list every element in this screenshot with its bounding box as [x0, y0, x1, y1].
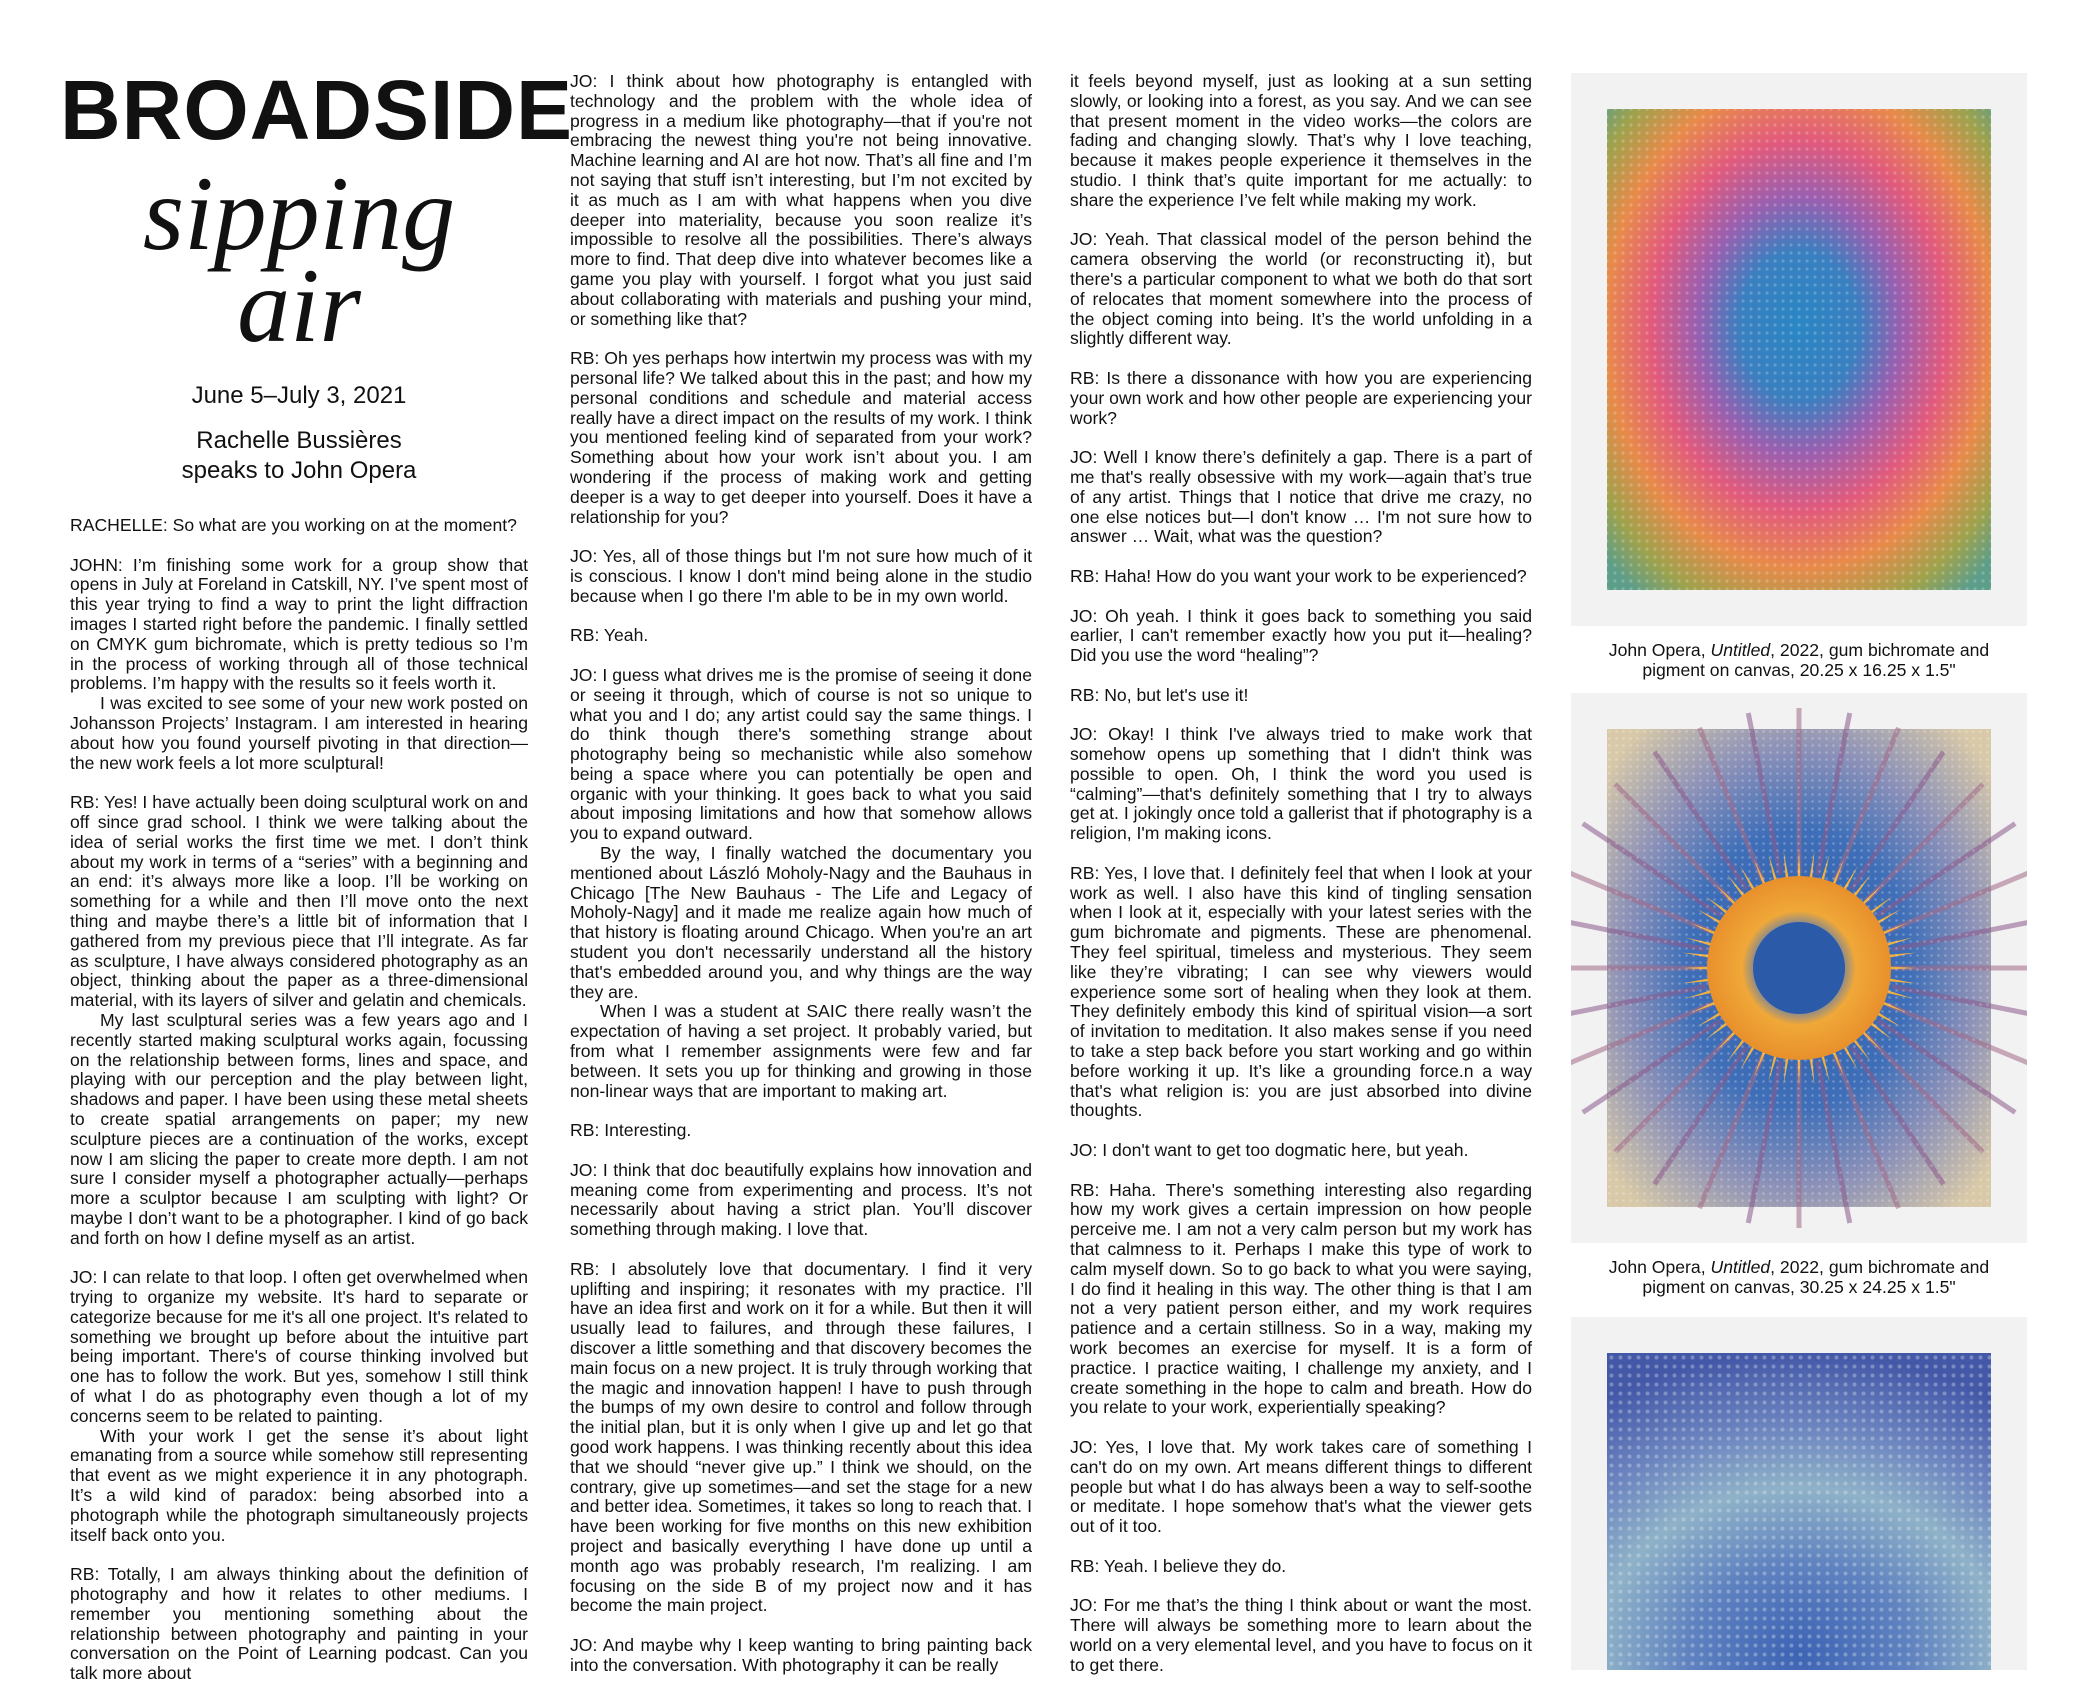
paragraph: JO: Okay! I think I've always tried to make work that somehow opens up something that I didn't think was possible to open. Oh, I think the word you used is “calming”—that's definitely something that I try to always get at. I jokingly once told a gallerist that if photography is a religion, I'm making icons. — [1070, 724, 1532, 844]
byline-line-2: speaks to John Opera — [181, 457, 417, 484]
title-line-1: sipping — [142, 155, 456, 272]
paragraph: RB: I absolutely love that documentary. I find it very uplifting and inspiring; it resonates with my practice. I’ll have an idea first and work on it for a while. But then it will usually lead to failures, and through these failures, I discover a little something and that discovery becomes the main focus on a new project. It is truly through working that the magic and innovation happen! I have to push through the bumps of my own desire to control and follow through the initial plan, but it is only when I give up and let go that good work happens. I was thinking recently about this idea that we should “never give up.” I think we should, on the contrary, give up sometimes—and set the stage for a new and better idea. Sometimes, it takes so long to reach that. I have been working for five months on this new exhibition project and basically everything I have done up until a month ago was probably research, I'm realizing. I am focusing on the side B of my project now and it has become the main project. — [570, 1258, 1032, 1616]
exhibition-dates: June 5–July 3, 2021 — [191, 382, 407, 409]
caption-details: pigment on canvas, 30.25 x 24.25 x 1.5" — [1642, 1277, 1956, 1297]
paragraph: JO: For me that’s the thing I think about or want the most. There will always be something more to learn about the world on a very elemental level, and you have to focus on it to get there. — [1070, 1595, 1532, 1675]
paragraph: JO: Oh yeah. I think it goes back to something you said earlier, I can't remember exactly how you put it—healing? Did you use the word “healing”? — [1070, 605, 1532, 666]
caption-details: pigment on canvas, 20.25 x 16.25 x 1.5" — [1642, 660, 1956, 680]
paragraph: RB: Haha. There's something interesting also regarding how my work gives a certain impression on how people perceive me. I am not a very calm person but my work has that calmness to it. Perhaps I make this type of work to calm myself down. So to go back to what you were saying, I do find it healing in this way. The other thing is that I am not a very patient person either, and my work requires patience and a certain stillness. So in a way, making my work becomes an exercise for myself. It is a form of practice. I practice waiting, I challenge my anxiety, and I create something in the hope to calm and breath. How do you relate to your work, experientially speaking? — [1070, 1179, 1532, 1418]
artwork-caption-1 — [1571, 640, 2027, 680]
artwork-caption-2 — [1571, 1257, 2027, 1297]
paragraph: JO: I think that doc beautifully explains how innovation and meaning come from experimenting and process. It’s not necessarily about having a strict plan. You’ll discover something through making. I love that. — [570, 1159, 1032, 1240]
paragraph: By the way, I finally watched the documentary you mentioned about László Moholy-Nagy and the Bauhaus in Chicago [The New Bauhaus - The Life and Legacy of Moholy-Nagy] and it made me realize again how much of that history is floating around Chicago. When you're an art student you don't necessarily understand all the history that's embedded around you, and why things are the way they are. — [570, 843, 1032, 1002]
paragraph: RB: No, but let's use it! — [1070, 684, 1249, 705]
paragraph: JO: I don't want to get too dogmatic here, but yeah. — [1070, 1140, 1469, 1161]
paragraph: JOHN: I’m finishing some work for a group show that opens in July at Foreland in Catskill, NY. I’ve spent most of this year trying to find a way to print the light diffraction images I started right before the pandemic. I finally settled on CMYK gum bichromate, which is pretty tedious so I’m in the process of working through all of those technical problems. I’m happy with the results so it feels worth it. — [70, 554, 528, 694]
artwork-2-painting — [1571, 693, 2027, 1243]
paragraph: With your work I get the sense it’s about light emanating from a source while somehow still representing that event as we might experience it in any photograph. It’s a wild kind of paradox: being absorbed into a photograph while the photograph simultaneously projects itself back onto you. — [70, 1425, 528, 1545]
paragraph: RB: Haha! How do you want your work to be experienced? — [1070, 565, 1527, 586]
paragraph: RB: Totally, I am always thinking about the definition of photography and how it relates to other mediums. I remember you mentioning something about the relationship between photography and painting in your conversation on the Point of Learning podcast. Can you talk more about — [70, 1564, 528, 1684]
caption-details: , 2022, gum bichromate and — [1770, 1257, 1990, 1277]
caption-artist: John Opera, — [1608, 640, 1711, 660]
column-1 — [60, 0, 574, 1684]
artwork-image-2 — [1571, 693, 2027, 1243]
paragraph: RB: Yes, I love that. I definitely feel that when I look at your work as well. I also have this kind of tingling sensation when I look at it, especially with your latest series with the gum bichromate and pigments. These are phenomenal. They feel spiritual, timeless and mysterious. They seem like they’re vibrating; I can see why viewers would experience some sort of healing when they look at them. They definitely embody this kind of spiritual vision—a sort of invitation to meditation. It also makes sense if you need to take a step back before you start working and go within before working it up. It’s like a grounding force.n a way that's what religion is: you are just absorbed into divine thoughts. — [1070, 862, 1532, 1121]
paragraph: My last sculptural series was a few years ago and I recently started making sculptural works again, focussing on the relationship between forms, lines and space, and playing with our perception and the play between light, shadows and paper. I have been using these metal sheets to create spatial arrangements on paper; my new sculpture pieces are a continuation of the works, except now I am slicing the paper to create more depth. I am not sure I consider myself a photographer actually—perhaps more a sculptor because I am sculpting with light? Or maybe I don’t want to be a photographer. I kind of go back and forth on how I define myself as an artist. — [70, 1009, 528, 1248]
paragraph: RB: Yes! I have actually been doing sculptural work on and off since grad school. I think we were talking about the idea of serial works the first time we met. I don’t think about my work in terms of a “series” with a beginning and an end: it’s always more like a loop. I’ll be working on something for a while and then I’ll move onto the next thing and maybe there’s a little bit of information that I gathered from my previous piece that I’ll integrate. As far as sculpture, I have always considered photography as an object, thinking about the paper as a three-dimensional material, with its layers of silver and gelatin and chemicals. — [70, 792, 528, 1011]
paragraph: RB: Yeah. — [570, 625, 649, 646]
paragraph: JO: I guess what drives me is the promise of seeing it done or seeing it through, which of course is not so unique to what you and I do; any artist could say the same things. I do think though there's something strange about photography being so mechanistic while also somehow being a space where you can potentially be open and organic with your thinking. It goes back to what you said about imposing limitations and how that somehow allows you to expand outward. — [570, 664, 1032, 844]
byline-line-1: Rachelle Bussières — [196, 427, 402, 454]
paragraph: JO: Yes, all of those things but I'm not sure how much of it is conscious. I know I don't mind being alone in the studio because when I go there I'm able to be in my own world. — [570, 546, 1032, 606]
title-line-2: air — [237, 247, 361, 364]
paragraph: it feels beyond myself, just as looking at a sun setting slowly, or looking into a forest, as you say. And we can see that present moment in the video works—the colors are fading and changing slowly. That’s why I love teaching, because it makes people experience it themselves in the studio. I think that’s quite important for me actually: to share the experience I’ve felt while making my work. — [1070, 71, 1532, 210]
caption-title: Untitled — [1710, 640, 1771, 660]
brand-title: BROADSIDE — [60, 63, 574, 157]
paragraph: RB: Yeah. I believe they do. — [1070, 1555, 1287, 1576]
exhibition-title — [70, 155, 528, 364]
paragraph: JO: Well I know there’s definitely a gap. There is a part of me that's really obsessive with my work—again that’s true of any artist. Things that I notice that drive me crazy, no one else notices but—I don't know … I'm not sure how to answer … Wait, what was the question? — [1070, 447, 1532, 547]
artwork-1-painting — [1571, 73, 2027, 626]
paragraph: JO: Yes, I love that. My work takes care of something I can't do on my own. Art means different things to different people but what I do has always been a way to self-soothe or meditate. I hope somehow that's what the viewer gets out of it too. — [1070, 1436, 1532, 1537]
paragraph: I was excited to see some of your new work posted on Johansson Projects’ Instagram. I am interested in hearing about how you found yourself pivoting in that direction—the new work feels a lot more sculptural! — [70, 693, 528, 773]
paragraph: JO: I think about how photography is entangled with technology and the problem with the whole idea of progress in a medium like photography—that if you're not embracing the newest thing you're not being innovative. Machine learning and AI are hot now. That’s all fine and I’m not saying that stuff isn’t interesting, but I’m not excited by it as much as I am with what happens when you dive deeper into materiality, because you soon realize it’s impossible to resolve all the possibilities. There’s always more to find. That deep dive into whatever becomes like a game you play with yourself. I forgot what you just said about collaborating with materials and pushing your mind, or something like that? — [570, 71, 1032, 329]
caption-artist: John Opera, — [1608, 1257, 1711, 1277]
paragraph: JO: I can relate to that loop. I often get overwhelmed when trying to organize my website. It's hard to separate or categorize because for me it's all one project. It's related to something we brought up before about the intuitive part being important. There's of course thinking involved but one has to follow the work. But yes, somehow I still think of what I do as photography even though a lot of my concerns seem to be related to painting. — [70, 1267, 528, 1426]
paragraph: RB: Is there a dissonance with how you are experiencing your own work and how other people are experiencing your work? — [1070, 367, 1532, 428]
paragraph: JO: Yeah. That classical model of the person behind the camera observing the world (or reconstructing it), but there's a particular component to what we both do that sort of relocates that moment somewhere into the process of the object coming into being. It’s the world unfolding in a slightly different way. — [1070, 229, 1532, 349]
paragraph: When I was a student at SAIC there really wasn’t the expectation of having a set project. It probably varied, but from what I remember assignments were few and far between. It sets you up for thinking and growing in those non-linear ways that are important to making art. — [570, 1001, 1032, 1101]
artwork-image-3 — [1571, 1317, 2027, 1670]
paragraph: RB: Interesting. — [570, 1120, 692, 1141]
caption-details: , 2022, gum bichromate and — [1770, 640, 1990, 660]
artwork-image-1 — [1571, 73, 2027, 626]
paragraph: RB: Oh yes perhaps how intertwin my process was with my personal life? We talked about this in the past; and how my personal conditions and schedule and material access really have a direct impact on the results of my work. I think you mentioned feeling kind of separated from your work? Something about how your work isn’t about you. I am wondering if the process of making work and getting deeper is a way to get deeper into yourself. Does it have a relationship for you? — [570, 348, 1032, 527]
byline — [70, 426, 528, 486]
column-2 — [570, 72, 1032, 1676]
paragraph: JO: And maybe why I keep wanting to bring painting back into the conversation. With photography it can be really — [570, 1634, 1032, 1675]
artwork-3-painting — [1571, 1317, 2027, 1670]
caption-title: Untitled — [1710, 1257, 1771, 1277]
paragraph: RACHELLE: So what are you working on at the moment? — [70, 515, 517, 535]
column-3 — [1070, 72, 1532, 1676]
